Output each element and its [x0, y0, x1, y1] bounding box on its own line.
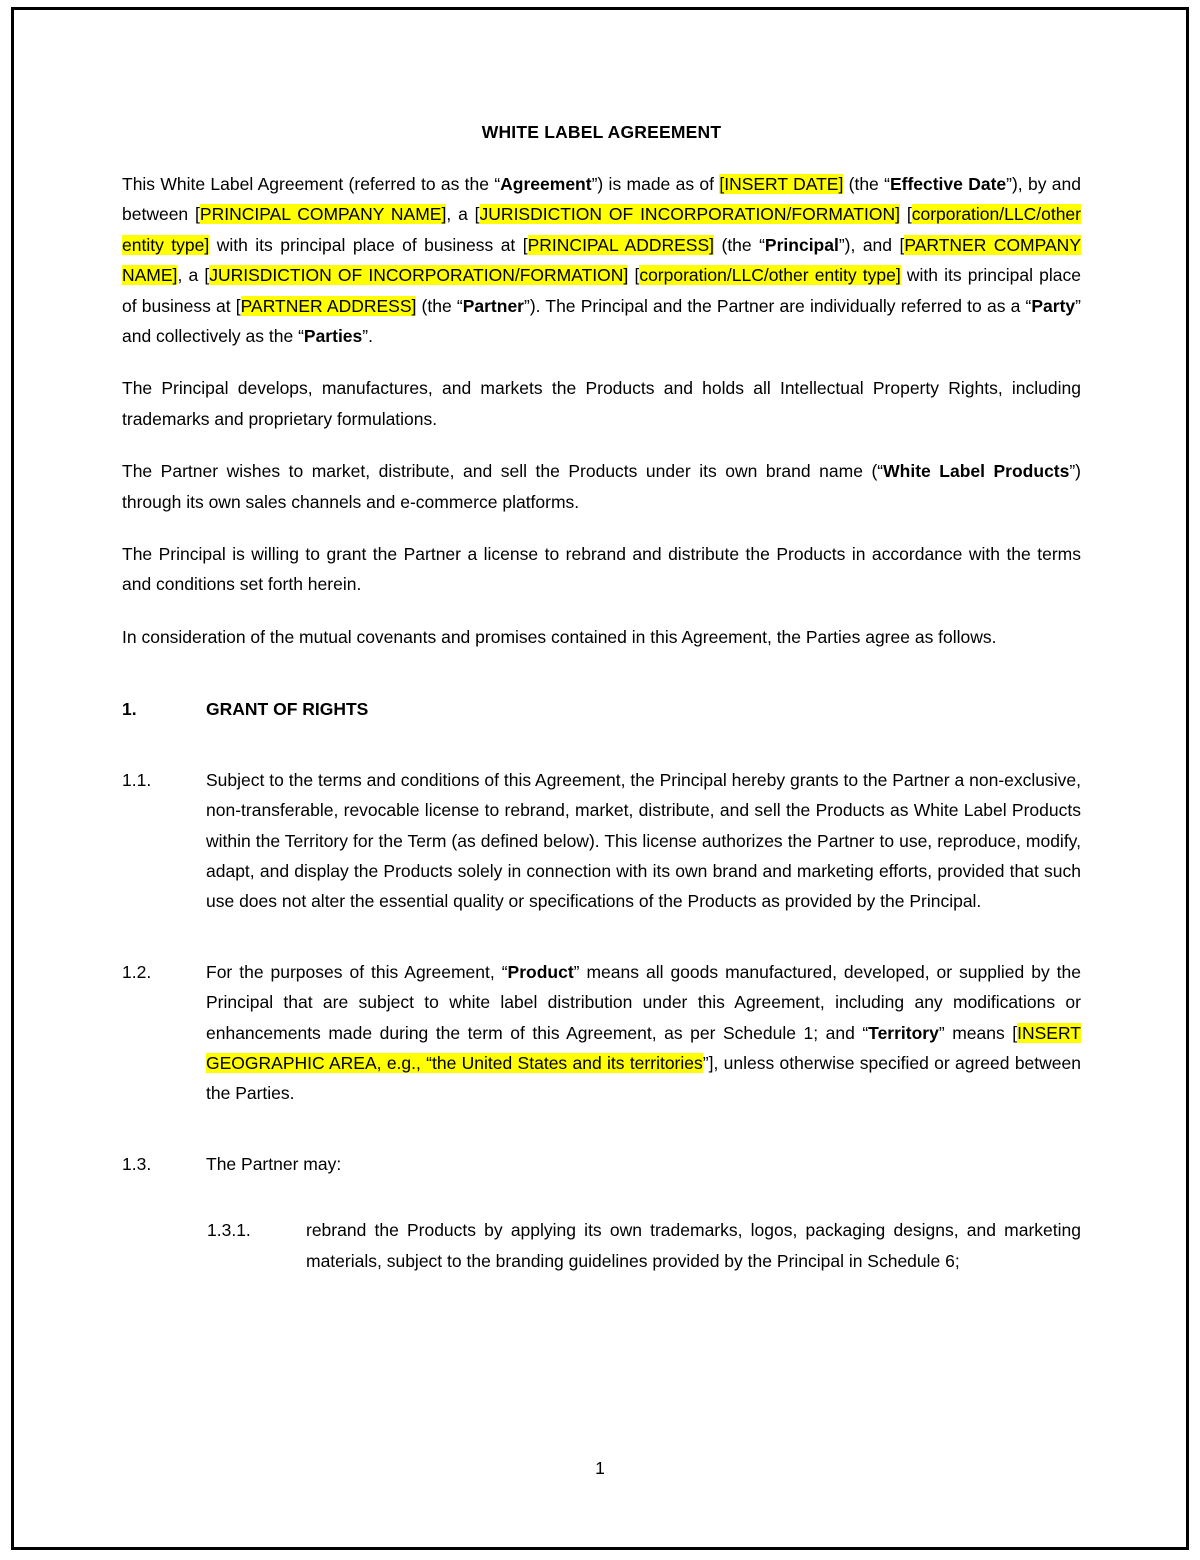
clause-1-1 — [122, 725, 1081, 917]
clause-text: The Partner may: — [206, 1153, 342, 1174]
text-run: ”], unless otherwise specified or agreed between the Parties. — [206, 1052, 1081, 1104]
text-run: ”) is made as of — [591, 174, 720, 194]
text-run: ”), by and between [ — [122, 174, 1081, 225]
text-run: ” means [ — [938, 1022, 1018, 1043]
text-run: ”) through its own sales channels and e-commerce platforms. — [122, 461, 1082, 512]
text-run: The Partner wishes to market, distribute, and sell the Products under its own brand name (“ — [122, 461, 884, 482]
defined-term-parties: Parties — [303, 326, 363, 347]
clause-1-2 — [122, 917, 1081, 1109]
recital-partner-intent — [122, 434, 1081, 517]
text-run: ”). The Principal and the Partner are individually referred to as a “ — [524, 295, 1032, 316]
text-run: [ — [899, 204, 912, 225]
text-run: [ — [628, 265, 640, 286]
page-title: WHITE LABEL AGREEMENT — [481, 122, 722, 142]
defined-term-product: Product — [507, 961, 574, 982]
defined-term-white-label-products: White Label Products — [883, 461, 1070, 482]
clause-1-3 — [122, 1109, 1081, 1179]
defined-term-partner: Partner — [462, 295, 524, 316]
recital-principal-ip: The Principal develops, manufactures, and markets the Products and holds all Intellectual Property Rights, including trademarks and proprietary formulations. — [122, 378, 1081, 429]
recital-principal-license-willingness: The Principal is willing to grant the Partner a license to rebrand and distribute the Products in accordance with the terms and conditions set forth herein. — [122, 544, 1081, 595]
defined-term-territory: Territory — [868, 1022, 939, 1043]
text-run: (the “ — [843, 174, 890, 194]
placeholder-principal-company-name: PRINCIPAL COMPANY NAME] — [199, 204, 447, 225]
text-run: , a [ — [177, 265, 210, 286]
text-run: ” means all goods manufactured, developed, or supplied by the Principal that are subject to white label distribution under this Agreement, including any modifications or enhancements made during the term of this Agreement, as per Schedule 1; and “ — [206, 961, 1081, 1043]
placeholder-partner-address: PARTNER ADDRESS] — [240, 295, 417, 316]
clause-number: 1. — [122, 699, 137, 720]
clause-number: 1.1. — [122, 769, 152, 790]
placeholder-partner-company-name: PARTNER COMPANY NAME] — [122, 234, 1081, 286]
recital-consideration: In consideration of the mutual covenants and promises contained in this Agreement, the Parties agree as follows. — [122, 626, 997, 647]
clause-1-3-1 — [122, 1179, 1081, 1276]
page-number: 1 — [595, 1458, 605, 1478]
text-run: with its principal place of business at [ — [122, 265, 1081, 316]
text-run: with its principal place of business at [ — [209, 234, 528, 255]
clause-heading-text: GRANT OF RIGHTS — [206, 699, 369, 720]
clause-number: 1.2. — [122, 961, 152, 982]
text-run: This White Label Agreement (referred to as the “ — [122, 174, 501, 194]
text-run: , a [ — [446, 204, 480, 225]
clause-number: 1.3.1. — [207, 1220, 251, 1241]
placeholder-geographic-area: INSERT GEOGRAPHIC AREA, e.g., “the United States and its territories — [206, 1022, 1081, 1073]
placeholder-principal-entity-type: corporation/LLC/other entity type] — [122, 204, 1081, 255]
placeholder-insert-date: [INSERT DATE] — [719, 174, 844, 194]
clause-1-heading — [122, 652, 1081, 724]
preamble-paragraph-parties — [122, 143, 1081, 351]
defined-term-party: Party — [1031, 295, 1076, 316]
defined-term-effective-date: Effective Date — [889, 174, 1007, 194]
placeholder-partner-jurisdiction: JURISDICTION OF INCORPORATION/FORMATION] — [209, 265, 629, 286]
clause-text — [206, 957, 1081, 1109]
defined-term-principal: Principal — [764, 234, 839, 255]
text-run: (the “ — [416, 295, 463, 316]
clause-number: 1.3. — [122, 1153, 152, 1174]
text-run: ”. — [362, 326, 373, 347]
text-run: For the purposes of this Agreement, “ — [206, 961, 508, 982]
clause-text: rebrand the Products by applying its own trademarks, logos, packaging designs, and marketing materials, subject to the branding guidelines provided by the Principal in Schedule 6; — [306, 1220, 1081, 1271]
placeholder-principal-address: PRINCIPAL ADDRESS] — [527, 234, 715, 255]
text-run: ” and collectively as the “ — [122, 295, 1081, 347]
clause-text: Subject to the terms and conditions of this Agreement, the Principal hereby grants to the Partner a non-exclusive, non-transferable, revocable license to rebrand, market, distribute, and sell the Products as White Label Products within the Territory for the Term (as defined below). This license authorizes the Partner to use, reproduce, modify, adapt, and display the Products solely in connection with its own brand and marketing efforts, provided that such use does not alter the essential quality or specifications of the Products as provided by the Principal. — [206, 769, 1081, 912]
placeholder-principal-jurisdiction: JURISDICTION OF INCORPORATION/FORMATION] — [479, 204, 900, 225]
text-run: (the “ — [714, 234, 765, 255]
text-run: ”), and [ — [838, 234, 905, 255]
document-content — [122, 0, 1081, 1276]
defined-term-agreement: Agreement — [500, 174, 592, 194]
placeholder-partner-entity-type: corporation/LLC/other entity type] — [639, 265, 901, 286]
